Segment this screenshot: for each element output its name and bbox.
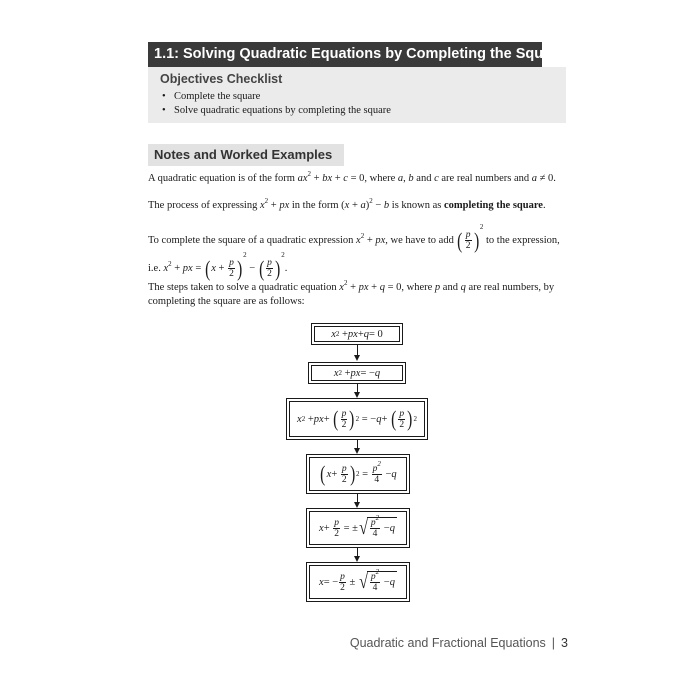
- paragraph-completing-definition: The process of expressing $x^2$ + px in the form $(x + a)^2 - b$ is known as completing the square.: [148, 197, 546, 211]
- notes-heading: Notes and Worked Examples: [154, 147, 333, 162]
- paragraph-identity: i.e. $x^2$ + px = (x + $\frac{p}{2}$ )$^2$ − ( $\frac{p}{2}$ )$^2$.: [148, 251, 288, 281]
- section-title: 1.1: Solving Quadratic Equations by Completing the Square: [148, 42, 542, 67]
- flow-step-2: x 2 + px = − q: [308, 362, 406, 384]
- paragraph-add-term: To complete the square of a quadratic expression $x^2$ + px, we have to add ( $\frac{p}{2}$ )$^2$ to the expression,: [148, 223, 560, 253]
- flow-step-4: ( x + $\frac{p}{2}$ ) 2 = $\frac{p^2}{4}$ − q: [306, 454, 410, 494]
- flow-step-5: x + $\frac{p}{2}$ = ± √ $\frac{p^2}{4}$ − q: [306, 508, 410, 548]
- flow-step-1: x 2 + px + q = 0: [311, 323, 403, 345]
- page-footer: [350, 636, 568, 650]
- paragraph-quadratic-form: A quadratic equation is of the form $ax^2$ + bx + c = 0, where a, b and c are real numbers and a ≠ 0.: [148, 170, 556, 184]
- footer-separator: |: [551, 636, 556, 650]
- objectives-heading: Objectives Checklist: [160, 72, 283, 86]
- objective-item: • Complete the square: [162, 91, 261, 102]
- paragraph-steps-intro: The steps taken to solve a quadratic equation $x^2$ + px + q = 0, where p and q are real numbers, by: [148, 279, 555, 293]
- objective-item: • Solve quadratic equations by completing the square: [162, 105, 391, 116]
- paragraph-steps-intro-2: completing the square are as follows:: [148, 296, 305, 307]
- chapter-title: Quadratic and Fractional Equations: [349, 636, 546, 650]
- flow-step-6: x = − $\frac{p}{2}$ ± √ $\frac{p^2}{4}$ − q: [306, 562, 410, 602]
- page-number: 3: [561, 636, 568, 650]
- flow-step-3: x 2 + px + ( $\frac{p}{2}$ ) 2 = − q + ( $\frac{p}{2}$ ) 2: [286, 398, 428, 440]
